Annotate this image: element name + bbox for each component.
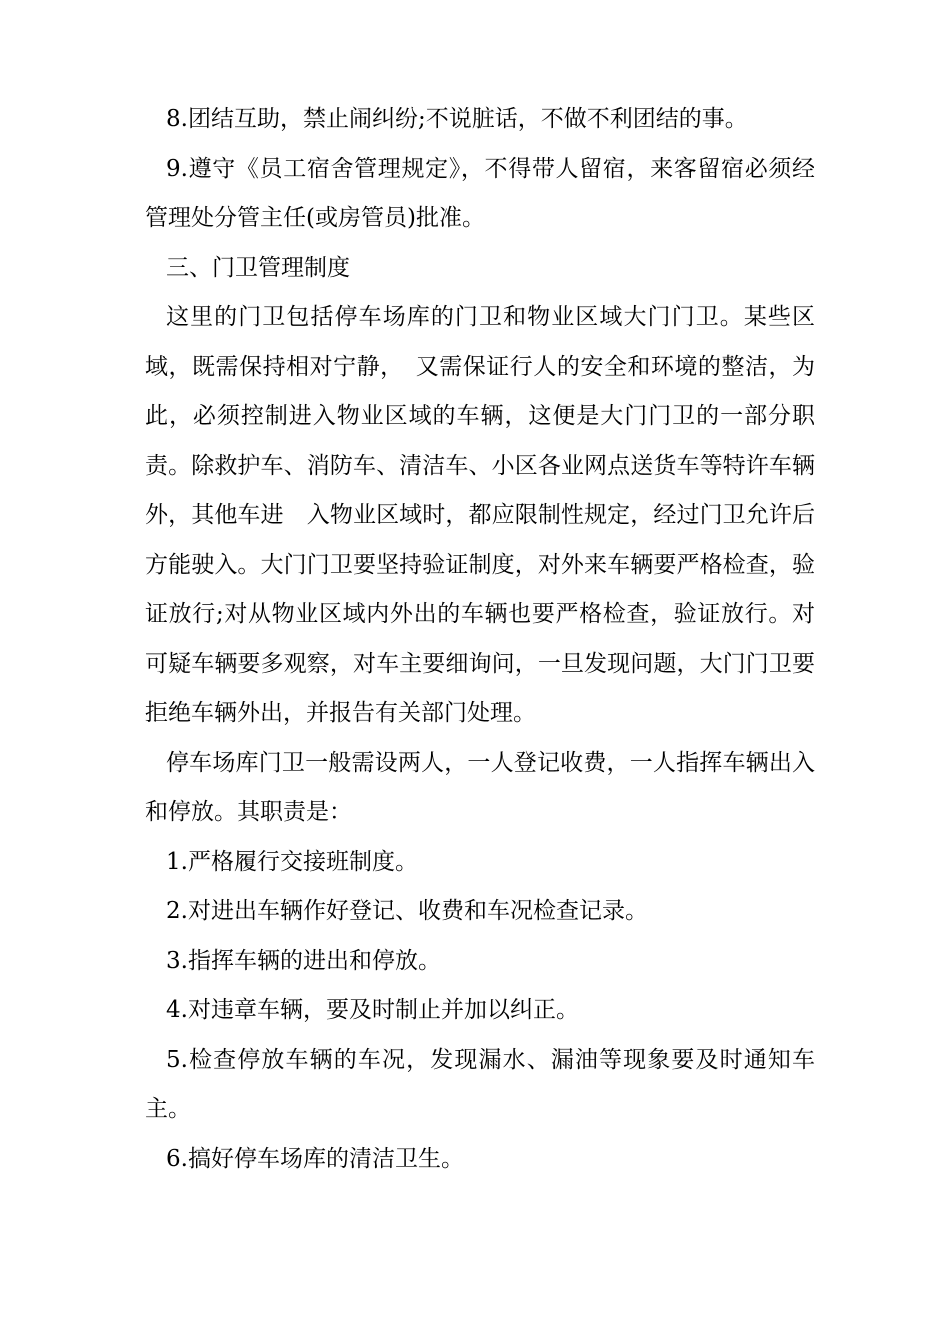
paragraph-rule-8: 8.团结互助，禁止闹纠纷;不说脏话，不做不利团结的事。 <box>166 106 748 132</box>
list-item-duty-1: 1.严格履行交接班制度。 <box>166 848 418 875</box>
section-heading-gatekeeper: 三、门卫管理制度 <box>166 254 350 281</box>
document-body <box>145 95 838 1184</box>
list-item-duty-3: 3.指挥车辆的进出和停放。 <box>166 947 441 974</box>
list-item-duty-5: 5.检查停放车辆的车况，发现漏水、漏油等现象要及时通知车主。 <box>145 1046 815 1122</box>
list-item-duty-4: 4.对违章车辆，要及时制止并加以纠正。 <box>166 997 579 1023</box>
paragraph-parking-gatekeeper: 停车场库门卫一般需设两人，一人登记收费，一人指挥车辆出入和停放。其职责是： <box>145 749 815 825</box>
list-item-duty-2: 2.对进出车辆作好登记、收费和车况检查记录。 <box>166 898 648 924</box>
list-item-duty-6: 6.搞好停车场库的清洁卫生。 <box>166 1145 464 1172</box>
paragraph-rule-9: 9.遵守《员工宿舍管理规定》，不得带人留宿，来客留宿必须经管理处分管主任(或房管员)批准。 <box>145 155 815 231</box>
paragraph-gatekeeper-intro: 这里的门卫包括停车场库的门卫和物业区域大门门卫。某些区域，既需保持相对宁静， 又需保证行人的安全和环境的整洁，为此，必须控制进入物业区域的车辆，这便是大门门卫的一部分职责。除救护车、消防车、清洁车、小区各业网点送货车等特许车辆外，其他车进 入物业区域时，都应限制性规定，经过门卫允许后方能驶入。大门门卫要坚持验证制度，对外来车辆要严格检查，验证放行;对从物业区域内外出的车辆也要严格检查，验证放行。对 可疑车辆要多观察，对车主要细询问，一旦发现问题，大门门卫要拒绝车辆外出，并报告有关部门处理。 <box>145 304 838 726</box>
